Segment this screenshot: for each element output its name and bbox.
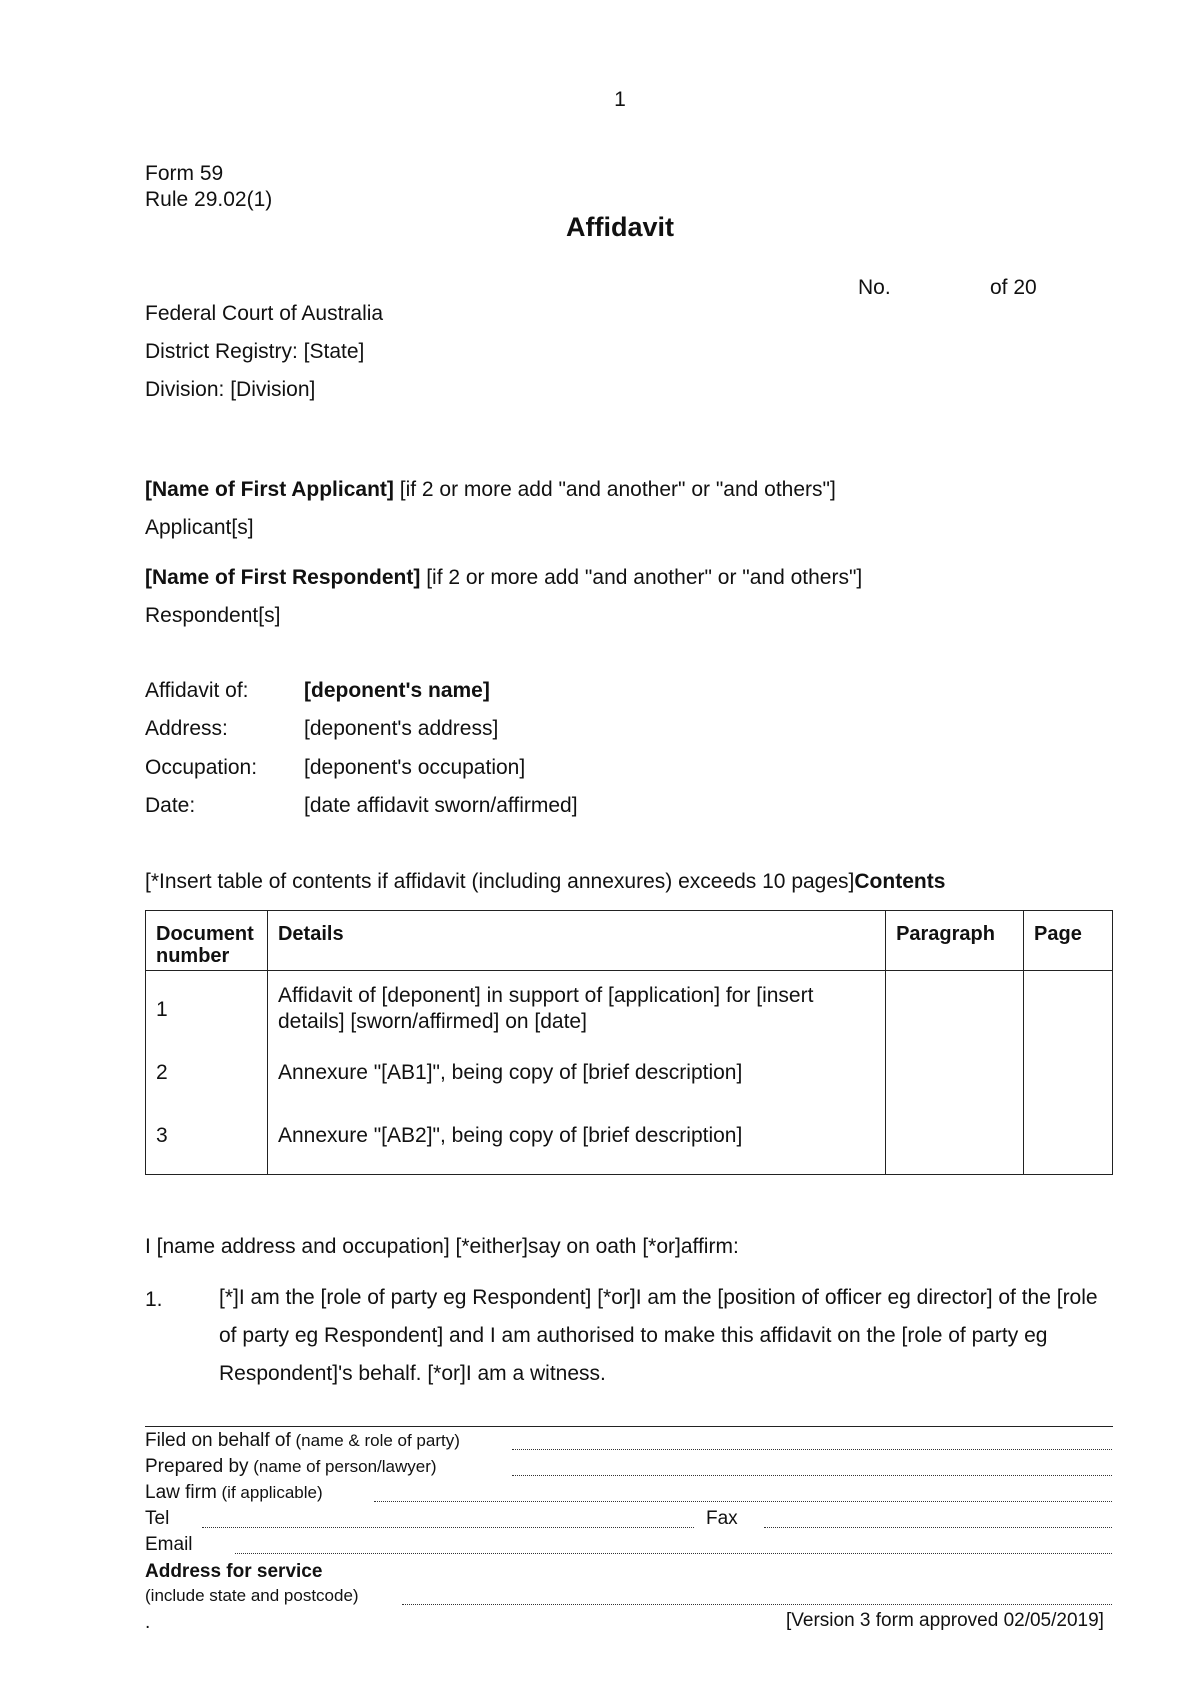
row-number: 1 [146,971,268,1049]
row-page [1024,971,1113,1049]
tel-field[interactable] [202,1527,694,1528]
email-label: Email [145,1534,193,1555]
prepared-by-label: Prepared by (name of person/lawyer) [145,1456,437,1477]
division: Division: [Division] [145,378,316,401]
fax-label: Fax [706,1508,738,1529]
address-for-service-field[interactable] [402,1604,1112,1605]
respondent-line [145,565,862,591]
applicant-line [145,477,836,503]
table-row [146,1049,1113,1112]
respondent-name: [Name of First Respondent] [145,566,421,589]
oath-intro: I [name address and occupation] [*either]say on oath [*or]affirm: [145,1235,739,1258]
applicant-note: [if 2 or more add "and another" or "and others"] [393,478,836,501]
contents-heading: Contents [854,870,946,893]
form-number: Form 59 [145,162,224,185]
contents-table [145,910,1113,1175]
footer-divider [145,1426,1113,1427]
toc-instruction: [*Insert table of contents if affidavit (including annexures) exceeds 10 pages] [145,870,855,893]
district-registry: District Registry: [State] [145,340,365,363]
row-number: 2 [146,1049,268,1112]
row-page [1024,1112,1113,1175]
affidavit-of-label: Affidavit of: [145,679,249,702]
version-note: [Version 3 form approved 02/05/2019] [786,1610,1104,1631]
row-paragraph [886,1112,1024,1175]
tel-label: Tel [145,1508,170,1529]
table-row [146,1112,1113,1175]
filed-on-behalf-field[interactable] [512,1449,1112,1450]
filed-on-behalf-label: Filed on behalf of (name & role of party) [145,1430,460,1451]
header-details: Details [267,911,885,971]
law-firm-label: Law firm (if applicable) [145,1482,323,1503]
deponent-occupation: [deponent's occupation] [304,756,526,779]
fax-field[interactable] [764,1527,1112,1528]
toc-instruction-line [145,869,945,895]
page-number: 1 [614,88,626,111]
respondent-role: Respondent[s] [145,604,281,627]
law-firm-field[interactable] [374,1501,1112,1502]
prepared-by-field[interactable] [512,1475,1112,1476]
paragraph-text: [*]I am the [role of party eg Respondent] [*or]I am the [position of officer eg director] of the [role of party eg Respondent] and I am authorised to make this affidavit on the [role of party eg Respondent]'s behalf. [*or]I am a witness. [219,1286,1098,1385]
email-field[interactable] [235,1553,1112,1554]
address-label: Address: [145,717,228,740]
court-name: Federal Court of Australia [145,302,384,325]
footer-dot: . [145,1612,151,1633]
row-details: Annexure "[AB1]", being copy of [brief description] [267,1049,885,1112]
paragraph-number: 1. [145,1288,163,1311]
header-page: Page [1024,911,1113,971]
date-label: Date: [145,794,196,817]
respondent-note: [if 2 or more add "and another" or "and others"] [420,566,863,589]
document-title: Affidavit [566,212,674,242]
row-number: 3 [146,1112,268,1175]
case-number-label: No. [858,276,891,299]
case-year-label: of 20 [990,276,1037,299]
header-document-number: Document number [146,911,268,971]
applicant-name: [Name of First Applicant] [145,478,394,501]
row-page [1024,1049,1113,1112]
deponent-name: [deponent's name] [304,679,490,702]
header-paragraph: Paragraph [886,911,1024,971]
applicant-role: Applicant[s] [145,516,254,539]
address-for-service-hint: (include state and postcode) [145,1586,359,1605]
row-details: Affidavit of [deponent] in support of [application] for [insert details] [sworn/affirmed] on [date] [267,971,885,1049]
row-paragraph [886,971,1024,1049]
row-details: Annexure "[AB2]", being copy of [brief description] [267,1112,885,1175]
table-row [146,971,1113,1049]
occupation-label: Occupation: [145,756,258,779]
address-for-service-label: Address for service [145,1561,323,1582]
table-header-row [146,911,1113,971]
affidavit-date: [date affidavit sworn/affirmed] [304,794,578,817]
deponent-address: [deponent's address] [304,717,499,740]
rule-reference: Rule 29.02(1) [145,188,273,211]
row-paragraph [886,1049,1024,1112]
